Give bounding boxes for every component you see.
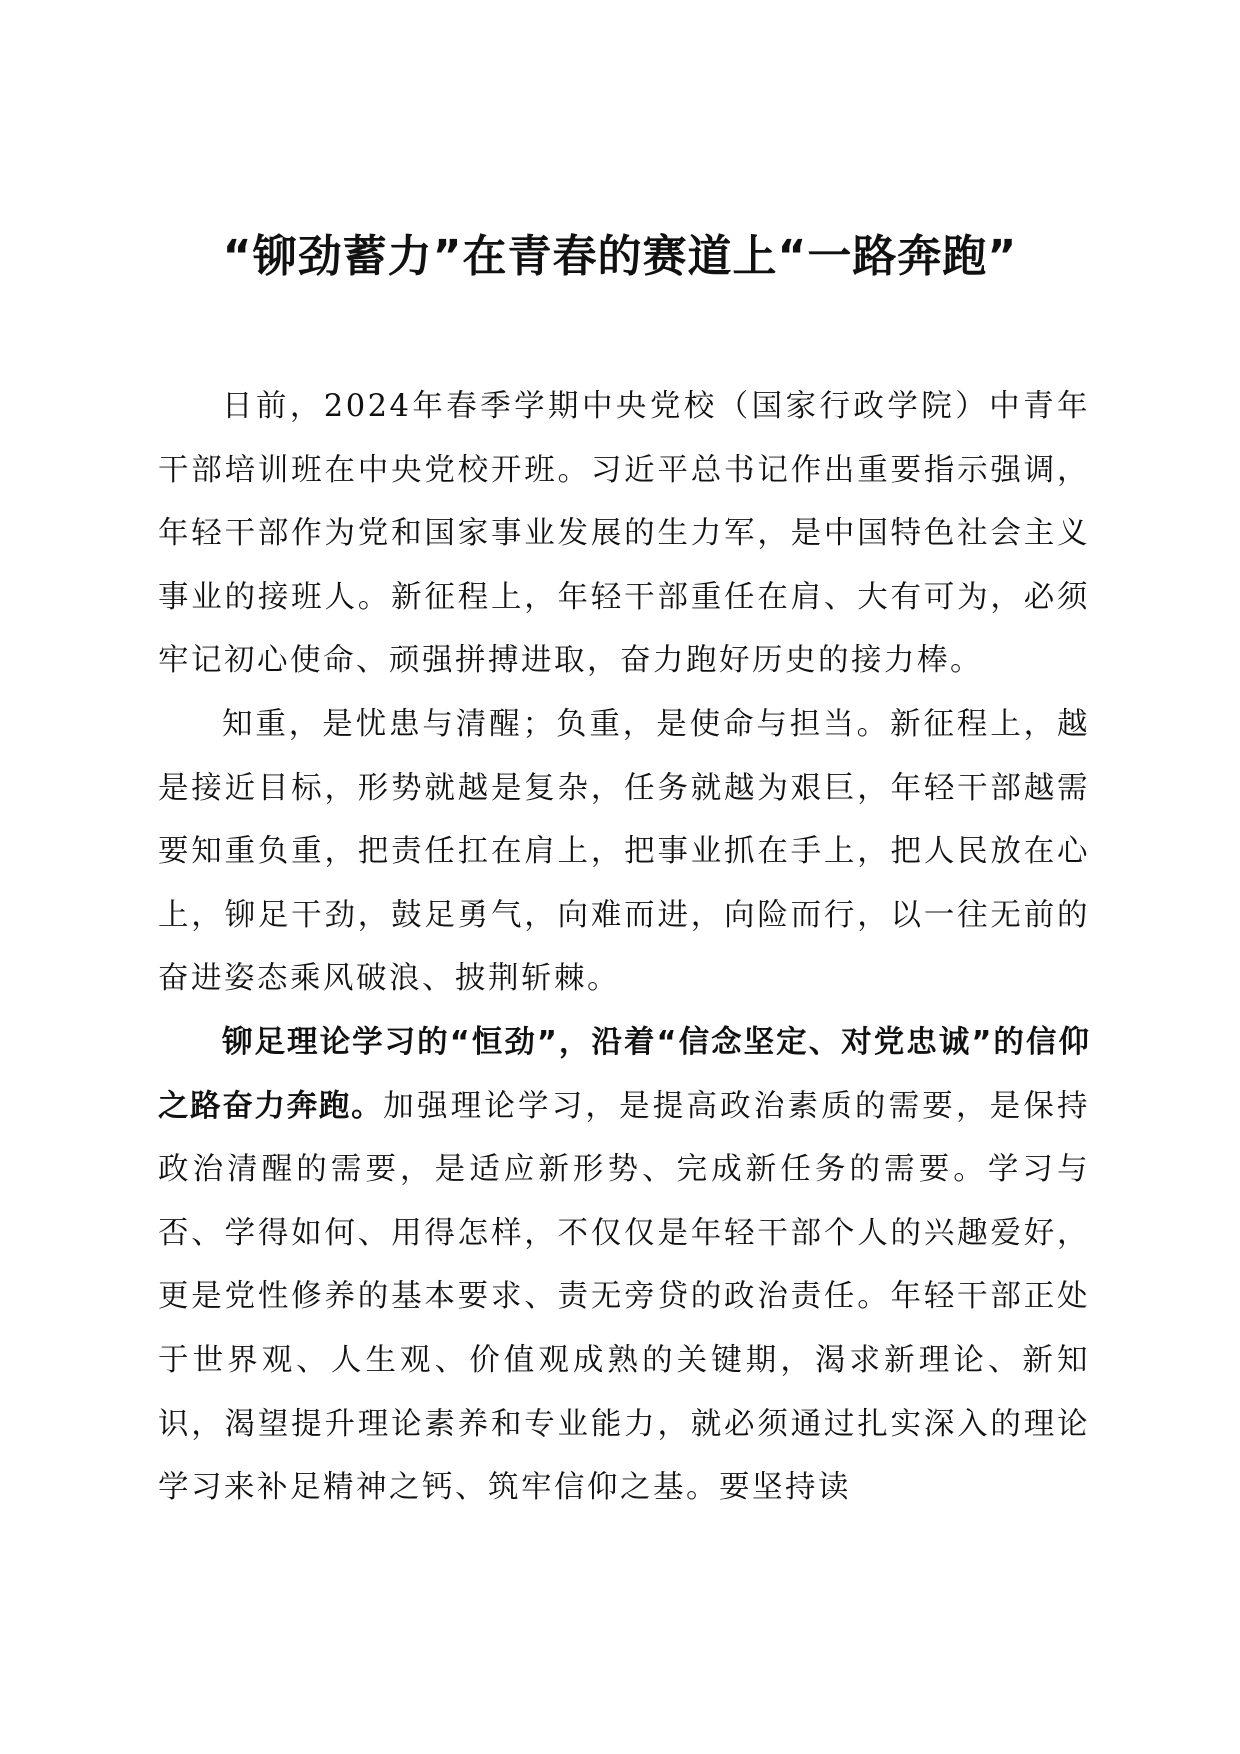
paragraph-text: 日前，2024年春季学期中央党校（国家行政学院）中青年干部培训班在中央党校开班。习近平总书记作出重要指示强调，年轻干部作为党和国家事业发展的生力军，是中国特色社会主义事业的接班人。新征程上，年轻干部重任在肩、大有可为，必须牢记初心使命、顽强拼搏进取，奋力跑好历史的接力棒。 — [158, 389, 1090, 679]
paragraph-lead: 铆足理论学习的“恒劲”，沿着“信念坚定、对党忠诚”的信仰之路奋力奔跑。 — [158, 1024, 1090, 1124]
paragraph-text: 加强理论学习，是提高政治素质的需要，是保持政治清醒的需要，是适应新形势、完成新任务的需要。学习与否、学得如何、用得怎样，不仅仅是年轻干部个人的兴趣爱好，更是党性修养的基本要求、责无旁贷的政治责任。年轻干部正处于世界观、人生观、价值观成熟的关键期，渴求新理论、新知识，渴望提升理论素养和专业能力，就必须通过扎实深入的理论学习来补足精神之钙、筑牢信仰之基。要坚持读 — [158, 1088, 1090, 1506]
document-title: “铆劲蓄力”在青春的赛道上“一路奔跑” — [222, 231, 1018, 282]
paragraph-2 — [158, 693, 1090, 1011]
document-body — [158, 375, 1090, 1520]
paragraph-1 — [158, 375, 1090, 693]
paragraph-text: 知重，是忧患与清醒；负重，是使命与担当。新征程上，越是接近目标，形势就越是复杂，任务就越为艰巨，年轻干部越需要知重负重，把责任扛在肩上，把事业抓在手上，把人民放在心上，铆足干劲，鼓足勇气，向难而进，向险而行，以一往无前的奋进姿态乘风破浪、披荆斩棘。 — [158, 706, 1090, 997]
paragraph-3 — [158, 1011, 1090, 1520]
